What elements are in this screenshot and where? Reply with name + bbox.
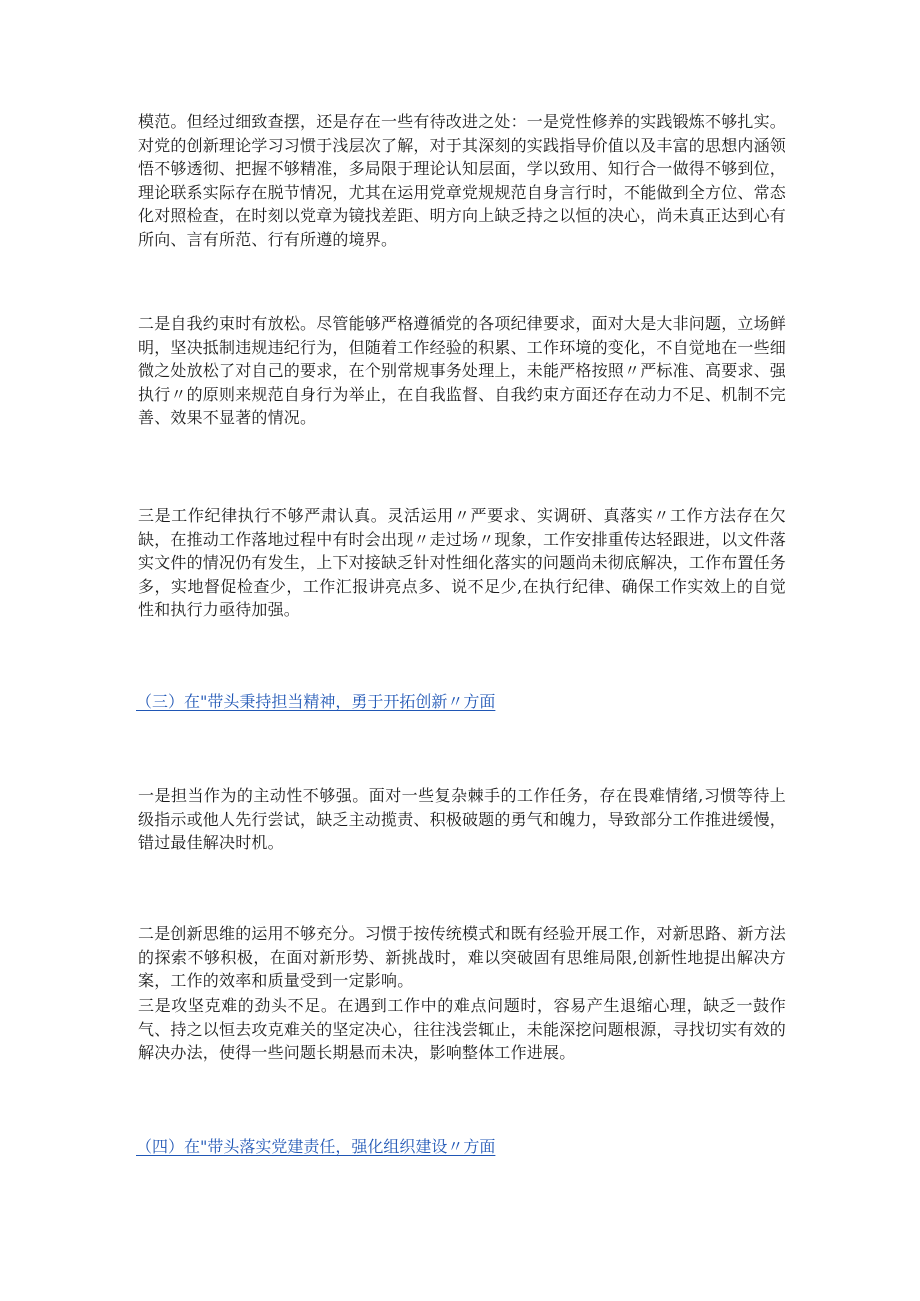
paragraph-initiative: 一是担当作为的主动性不够强。面对一些复杂棘手的工作任务，存在畏难情绪,习惯等待上级指示或他人先行尝试，缺乏主动揽责、积极破题的勇气和魄力，导致部分工作推进缓慢，错过最佳解决时机。 (138, 786, 787, 852)
paragraph-innovation: 二是创新思维的运用不够充分。习惯于按传统模式和既有经验开展工作，对新思路、新方法的探索不够积极，在面对新形势、新挑战时，难以突破固有思维局限,创新性地提出解决方案，工作的效率和质量受到一定影响。 (138, 924, 787, 990)
paragraph-party-spirit: 模范。但经过细致查摆，还是存在一些有待改进之处：一是党性修养的实践锻炼不够扎实。对党的创新理论学习习惯于浅层次了解，对于其深刻的实践指导价值以及丰富的思想内涵领悟不够透彻、把握不够精准，多局限于理论认知层面，学以致用、知行合一做得不够到位，理论联系实际存在脱节情况，尤其在运用党章党规规范自身言行时，不能做到全方位、常态化对照检查，在时刻以党章为镜找差距、明方向上缺乏持之以恒的决心，尚未真正达到心有所向、言有所范、行有所遵的境界。 (138, 112, 787, 249)
section-heading-four[interactable]: （四）在"带头落实党建责任，强化组织建设〃方面 (136, 1137, 496, 1156)
paragraph-work-discipline: 三是工作纪律执行不够严肃认真。灵活运用〃严要求、实调研、真落实〃工作方法存在欠缺，在推动工作落地过程中有时会出现〃走过场〃现象，工作安排重传达轻跟进，以文件落实文件的情况仍有发生，上下对接缺乏针对性细化落实的问题尚未彻底解决，工作布置任务多，实地督促检查少，工作汇报讲亮点多、说不足少,在执行纪律、确保工作实效上的自觉性和执行力亟待加强。 (138, 506, 787, 619)
section-heading-three[interactable]: （三）在"带头秉持担当精神，勇于开拓创新〃方面 (136, 692, 496, 711)
paragraph-self-discipline: 二是自我约束时有放松。尽管能够严格遵循党的各项纪律要求，面对大是大非问题，立场鲜明，坚决抵制违规违纪行为，但随着工作经验的积累、工作环境的变化，不自觉地在一些细微之处放松了对自己的要求，在个别常规事务处理上，未能严格按照〃严标准、高要求、强执行〃的原则来规范自身行为举止，在自我监督、自我约束方面还存在动力不足、机制不完善、效果不显著的情况。 (138, 314, 787, 427)
paragraph-tackling-difficulties: 三是攻坚克难的劲头不足。在遇到工作中的难点问题时，容易产生退缩心理，缺乏一鼓作气、持之以恒去攻克难关的坚定决心，往往浅尝辄止，未能深挖问题根源，寻找切实有效的解决办法，使得一些问题长期悬而未决，影响整体工作进展。 (138, 996, 787, 1062)
